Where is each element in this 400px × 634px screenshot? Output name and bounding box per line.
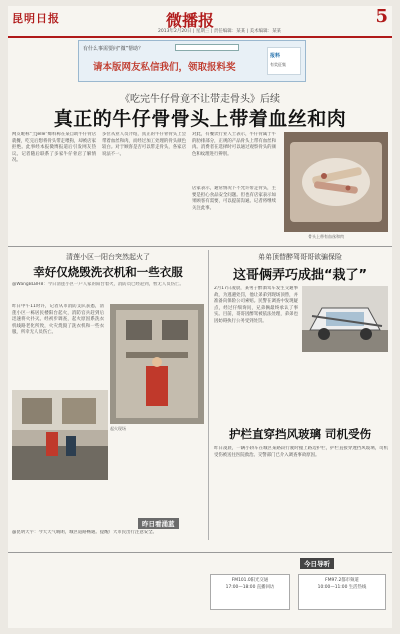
fire-photo-1 [12, 390, 108, 480]
footer-label: 今日导听 [300, 558, 334, 569]
banner-main-text: 请本版网友私信我们，领取报料奖 [93, 62, 236, 73]
left-bottom-label: 昨日看涌蓝 [138, 518, 179, 529]
weibo-banner[interactable] [78, 40, 306, 82]
crash-photo [302, 286, 388, 352]
left-story-headline: 幸好仅烧毁洗衣机和一些衣服 [33, 265, 183, 279]
radio-box-2-text: FM97.2都市频道 10:00—11:00 生活热线 [317, 578, 367, 590]
right-bottom-body: 昨日凌晨，一辆小轿车在城区某路段行驶时撞上路边护栏，护栏直接穿透挡风玻璃，司机受伤被送往医院救治。交警部门已介入调查事故原因。 [214, 446, 388, 458]
right-story-headline: 这哥俩弄巧成拙“栽了” [232, 268, 368, 283]
badge-subtitle: 有奖征集 [270, 62, 286, 67]
page-number: 5 [375, 6, 388, 27]
radio-box-1 [210, 574, 290, 610]
dateline: 2013年2月20日 | 星期三 | 责任编辑：某某 | 美术编辑：某某 [158, 29, 282, 34]
left-story-intro: @WangBLBH8：今日清莲小区一户人家的阳台着火，消防员已经赶到，暂无人员伤亡。 [12, 282, 184, 287]
right-bottom-headline: 护栏直穿挡风玻璃 司机受伤 [228, 427, 371, 441]
lead-kicker: 《吃完牛仔骨竟不让带走骨头》后续 [120, 94, 280, 105]
lead-headline: 真正的牛仔骨骨头上带着血丝和肉 [53, 108, 347, 130]
footer-divider [8, 552, 392, 553]
radio-box-1-text: FM101.0阳光交通 17:00—18:00 直播回访 [225, 578, 275, 590]
banner-top-text: 有什么事需要问“微”帮助？ [83, 46, 144, 52]
fire-photo-caption: 起火现场 [110, 426, 126, 431]
section-title: 微播报 [166, 11, 215, 30]
newspaper-page [8, 6, 392, 628]
right-story-body: 2月17日凌晨，某男子醉酒驾车发生交通事故，为逃避处罚，他让弟弟到现场顶替，并准备向保险公司索赔。民警在调查中发现疑点，经过仔细询问，兄弟俩最终承认了事实。目前，哥哥因醉驾被依法处理，弟弟也因妨碍执行公务受到处罚。 [214, 286, 298, 324]
banner-search-box[interactable] [175, 44, 239, 51]
column-divider [208, 250, 209, 540]
masthead-logo: 昆明日报 [12, 12, 60, 25]
section-divider [8, 246, 392, 247]
lead-column-3: 对此，有餐饮行业人士表示，牛仔骨属于牛的肋排部分，正规的产品骨头上带有血丝和肉。消费者在选择时可以通过观察骨头的颜色和纹理进行辨别。 [192, 132, 276, 157]
radio-box-2 [298, 574, 386, 610]
right-story-kicker: 弟弟顶替醉驾哥哥欲骗保险 [258, 253, 342, 261]
badge-title: 报料 [270, 53, 281, 59]
left-story-kicker: 清莲小区一阳台突然起火了 [66, 253, 150, 261]
fire-photo-2 [110, 304, 204, 424]
lead-column-1: 网友昵称“土Jelle”爆料称在某自助牛仔骨店就餐，吃完后想将骨头带走喂狗，却被店家拒绝。此事经本报微博报道后引发网友热议。记者随后联系了多家牛仔骨店了解情况。 [12, 132, 96, 164]
lead-photo [284, 132, 388, 232]
top-rule [8, 36, 392, 38]
banner-badge [267, 47, 301, 75]
left-bottom-text: @昆明天宇：今天天气晴朗，城区道路畅通。提醒广大市民出行注意安全。 [12, 530, 157, 535]
left-story-body: 昨日中午11时许，记者从市消防支队获悉，清莲小区一栋居民楼阳台起火，消防官兵赶到后迅速将火扑灭。经初步调查，起火原因系洗衣机线路老化所致，火灾烧毁了洗衣机和一些衣服，所幸无人员伤亡。 [12, 304, 104, 336]
lead-column-4: 店家表示，通常情况下不允许带走骨头，主要是担心食品安全问题。但也有店家表示如果顾客有需要，可以提前沟通。记者将继续关注此事。 [192, 186, 276, 211]
lead-photo-caption: 骨头上带有血丝和肉 [308, 234, 344, 239]
lead-column-2: 多位从业人员介绍，真正的牛仔骨骨头上会带着血丝和肉，而经过加工处理的骨头颜色较白。对于顾客是否可以带走骨头，各家店说法不一。 [102, 132, 186, 157]
